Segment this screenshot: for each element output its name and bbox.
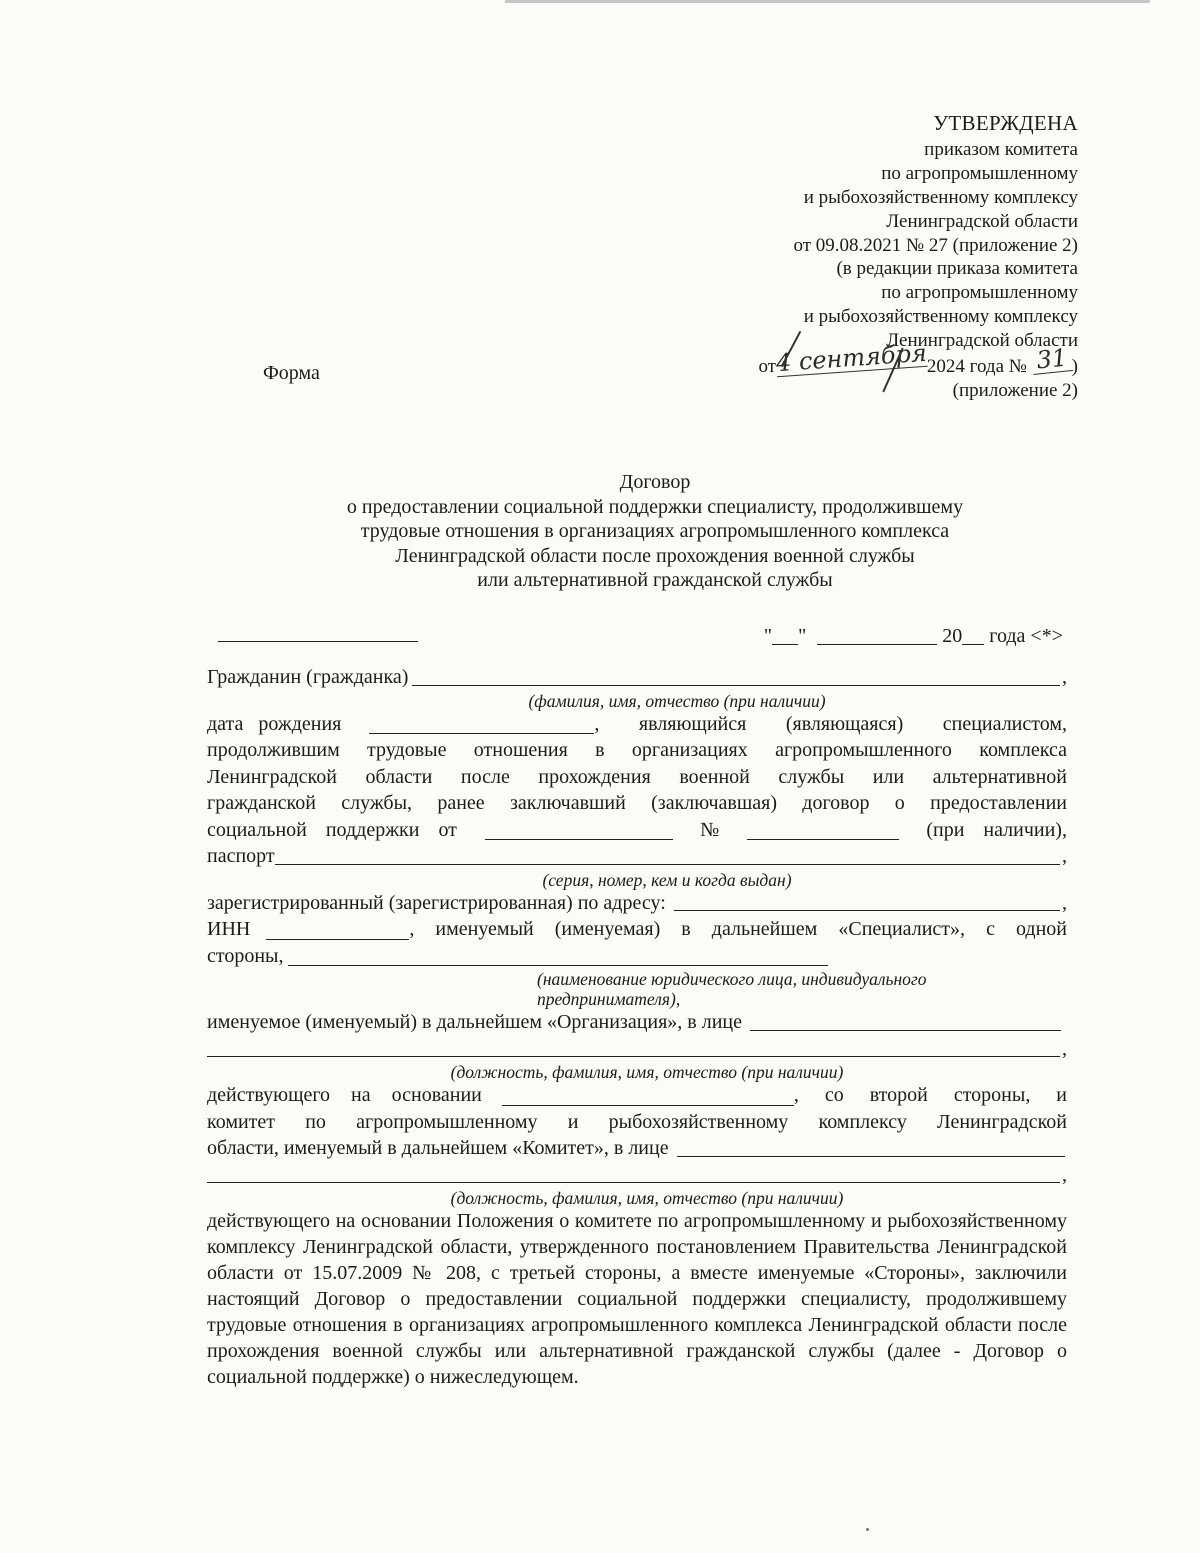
caption-position-2: (должность, фамилия, имя, отчество (при наличии) <box>450 1188 844 1208</box>
approval-appendix: (приложение 2) <box>952 379 1078 401</box>
comma: , <box>1062 891 1067 914</box>
approval-line: по агропромышленному <box>881 282 1078 304</box>
birth-label: дата рождения <box>207 712 342 735</box>
number-sign: № <box>700 818 720 841</box>
place-blank <box>218 625 418 642</box>
acting-line <box>207 1082 1067 1109</box>
caption-passport: (серия, номер, кем и когда выдан) <box>542 869 792 890</box>
social-support-line <box>207 817 1067 844</box>
scan-speck <box>866 1528 869 1531</box>
birth-line <box>207 711 1067 738</box>
approval-line: Ленинградской области <box>886 210 1078 232</box>
caption-org: (наименование юридического лица, индивидуального предпринимателя), <box>537 969 927 1009</box>
comma: , <box>1062 666 1067 688</box>
inn-label: ИНН <box>207 918 251 940</box>
approval-line: и рыбохозяйственному комплексу <box>803 186 1078 208</box>
quote-close: " <box>798 625 807 647</box>
approval-heading: УТВЕРЖДЕНА <box>933 111 1078 135</box>
date-prefix: от <box>758 356 776 378</box>
title-line: или альтернативной гражданской службы <box>477 569 833 591</box>
p1-line: гражданской службы, ранее заключавший (заключавшая) договор о предоставлении <box>207 792 1067 814</box>
committee-rep-blank <box>677 1137 1065 1157</box>
contract-body <box>207 664 1067 1390</box>
citizen-label: Гражданин (гражданка) <box>207 666 409 688</box>
org-rep-line <box>207 1036 1067 1063</box>
comma: , <box>1062 1037 1067 1060</box>
basis-blank <box>502 1085 794 1106</box>
side-label: стороны, <box>207 944 284 967</box>
passport-label: паспорт <box>207 845 275 867</box>
title-line: Ленинградской области после прохождения военной службы <box>395 544 915 567</box>
address-line <box>207 890 1067 917</box>
committee-label: области, именуемый в дальнейшем «Комитет», в лице <box>207 1137 669 1159</box>
inn-line <box>207 916 1067 943</box>
final-paragraph: действующего на основании Положения о комитете по агропромышленному и рыбохозяйственному комплексу Ленинградской области, утвержденного постановлением Правительства Ленинградской области от 15.07.2009 № 208, с третьей стороны, а вместе именуемые «Стороны», заключили настоящий Договор о предоставлении социальной поддержки специалисту, продолжившему трудовые отношения в организациях агропромышленного комплекса Ленинградской области после прохождения военной службы или альтернативной гражданской службы (далее - Договор о социальной поддержке) о нижеследующем. <box>207 1210 1067 1388</box>
year-prefix: 20 <box>942 625 963 647</box>
committee-rep-blank-2 <box>207 1163 1060 1183</box>
org-named-label: именуемое (именуемый) в дальнейшем «Организация», в лице <box>207 1011 743 1033</box>
org-name-blank <box>288 945 828 966</box>
handwritten-date: 4 сентября <box>775 338 928 378</box>
acting-label: действующего на основании <box>207 1084 482 1106</box>
acting-end: , со второй стороны, и <box>793 1084 1067 1106</box>
document-title <box>230 470 1080 593</box>
passport-line <box>207 843 1067 870</box>
comma: , <box>1062 845 1067 867</box>
approval-line: (в редакции приказа комитета <box>836 258 1078 280</box>
side-line <box>207 943 1067 970</box>
handwritten-number: 31 <box>1030 346 1072 375</box>
address-label: зарегистрированный (зарегистрированная) по адресу: <box>207 891 666 914</box>
quote-open: " <box>763 625 773 647</box>
approval-line: и рыбохозяйственному комплексу <box>803 306 1078 328</box>
year-blank <box>962 624 984 645</box>
birth-end: , являющийся (являющаяся) специалистом, <box>594 712 1067 735</box>
approval-line: Ленинградской области <box>886 330 1078 352</box>
month-blank <box>817 624 937 645</box>
caption-position: (должность, фамилия, имя, отчество (при наличии) <box>450 1062 844 1082</box>
year-part: 2024 года № <box>926 356 1027 378</box>
form-label: Форма <box>263 362 320 384</box>
social-date-blank <box>485 819 673 840</box>
p1-line: Ленинградской области после прохождения военной службы или альтернативной <box>207 765 1067 788</box>
birth-blank <box>369 713 594 734</box>
address-blank <box>674 891 1060 911</box>
title-line: трудовые отношения в организациях агропромышленного комплекса <box>360 520 950 542</box>
p1-line: продолжившим трудовые отношения в организациях агропромышленного комплекса <box>207 739 1067 761</box>
inn-blank <box>266 919 409 940</box>
committee-rep-line-2 <box>207 1162 1067 1189</box>
social-label: социальной поддержки от <box>207 818 457 841</box>
date-suffix: ) <box>1071 356 1078 378</box>
org-named-line <box>207 1009 1067 1036</box>
approval-line: по агропромышленному <box>881 162 1078 184</box>
day-blank <box>772 624 798 645</box>
approval-line: от 09.08.2021 № 27 (приложение 2) <box>793 234 1078 256</box>
citizen-line <box>207 664 1067 691</box>
inn-end: , именуемый (именуемая) в дальнейшем «Специалист», с одной <box>409 918 1067 940</box>
org-rep-blank <box>750 1011 1061 1031</box>
date-blank <box>764 621 1063 648</box>
year-suffix: года <*> <box>989 625 1063 647</box>
scan-edge-line <box>505 0 1150 3</box>
passport-blank <box>275 845 1060 865</box>
approval-block <box>758 112 1078 403</box>
caption-fio: (фамилия, имя, отчество (при наличии) <box>528 690 826 711</box>
if-any: (при наличии), <box>926 818 1067 841</box>
comma: , <box>1062 1163 1067 1186</box>
fio-blank <box>412 666 1060 686</box>
social-number-blank <box>747 819 899 840</box>
approval-line: приказом комитета <box>924 138 1078 160</box>
committee-line: комитет по агропромышленному и рыбохозяйственному комплексу Ленинградской <box>207 1110 1067 1133</box>
title-line: о предоставлении социальной поддержки специалисту, продолжившему <box>346 495 964 518</box>
committee-rep-line <box>207 1135 1067 1162</box>
org-rep-blank-2 <box>207 1037 1060 1057</box>
title-line: Договор <box>619 471 691 493</box>
